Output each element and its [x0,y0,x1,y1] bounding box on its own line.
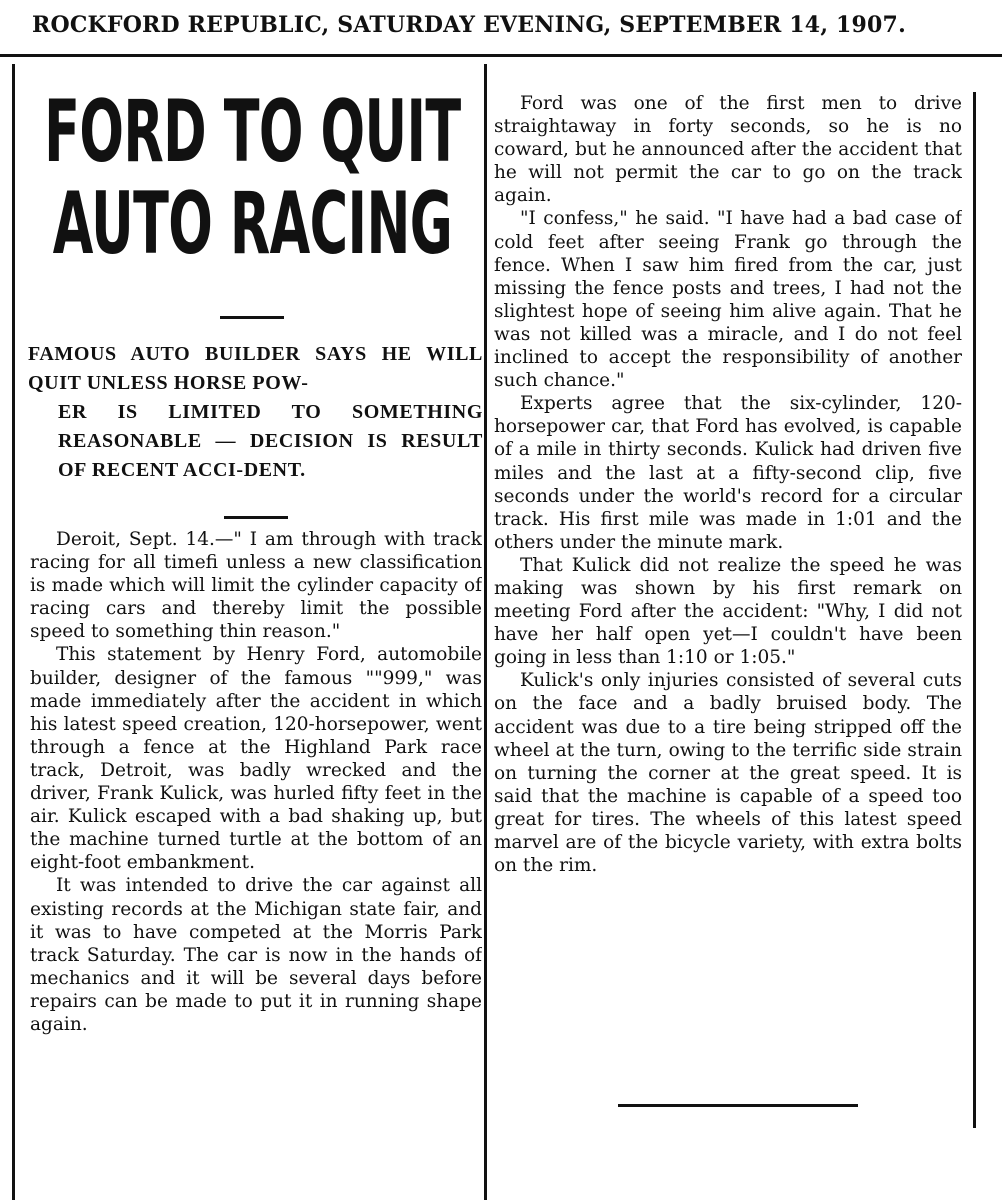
masthead [0,0,1002,57]
masthead-line: ROCKFORD REPUBLIC, SATURDAY EVENING, SEPTEMBER 14, 1907. [32,12,906,38]
headline-line-2: AUTO RACING [52,174,453,274]
left-border-rule [12,64,15,1200]
paragraph-experts: Experts agree that the six-cylinder, 120-horsepower car, that Ford has evolved, is capable of a mile in thirty seconds. Kulick had driven five miles and the last at a fifty-second clip, five seconds under the world's record for a circular track. His first mile was made in 1:01 and the others under the minute mark. [494,393,962,553]
column-divider-rule [484,64,487,1200]
paragraph-statement: This statement by Henry Ford, automobile builder, designer of the famous ""999," was made immediately after the accident in which his latest speed creation, 120-horsepower, went through a fence at the Highland Park race track, Detroit, was badly wrecked and the driver, Frank Kulick, was hurled fifty feet in the air. Kulick escaped with a bad shaking up, but the machine turned turtle at the bottom of an eight-foot embankment. [30,644,482,874]
paragraph-kulick-speed: That Kulick did not realize the speed he was making was shown by his first remark on meeting Ford after the accident: "Why, I did not have her half open yet—I couldn't have been going in less than 1:10 or 1:05." [494,554,962,669]
article-headline [25,84,480,272]
article-subhead [28,340,483,485]
paragraph-ford-first: Ford was one of the first men to drive straightaway in forty seconds, so he is no coward, but he announced after the accident that he will not permit the car to go on the track again. [494,93,962,207]
subhead-line-1: FAMOUS AUTO BUILDER SAYS HE WILL QUIT UNLESS HORSE POW- [28,343,483,394]
headline-line-1: FORD TO QUIT [44,82,461,182]
article-end-rule [618,1104,858,1107]
right-border-rule [973,92,976,1128]
headline-divider [220,316,284,319]
paragraph-dateline: Deroit, Sept. 14.—" I am through with track racing for all timefi unless a new classification is made which will limit the cylinder capacity of racing cars and thereby limit the possible speed to something thin reason." [30,529,482,643]
paragraph-injuries: Kulick's only injuries consisted of several cuts on the face and a badly bruised body. The accident was due to a tire being stripped off the wheel at the turn, owing to the terrific side strain on turning the corner at the great speed. It is said that the machine is capable of a speed too great for tires. The wheels of this latest speed marvel are of the bicycle variety, with extra bolts on the rim. [494,670,962,877]
paragraph-intended: It was intended to drive the car against all existing records at the Michigan state fair, and it was to have competed at the Morris Park track Saturday. The car is now in the hands of mechanics and it will be several days before repairs can be made to put it in running shape again. [30,875,482,1035]
left-column-body [30,528,482,1200]
right-column-body [494,92,962,1102]
subhead-line-2: ER IS LIMITED TO SOMETHING REASONABLE — DECISION IS RESULT OF RECENT ACCI-DENT. [58,401,483,481]
paragraph-confess: "I confess," he said. "I have had a bad case of cold feet after seeing Frank go through the fence. When I saw him fired from the car, just missing the fence posts and trees, I had not the slightest hope of seeing him alive again. That he was not killed was a miracle, and I do not feel inclined to accept the responsibility of another such chance." [494,208,962,392]
subhead-divider [224,516,288,519]
